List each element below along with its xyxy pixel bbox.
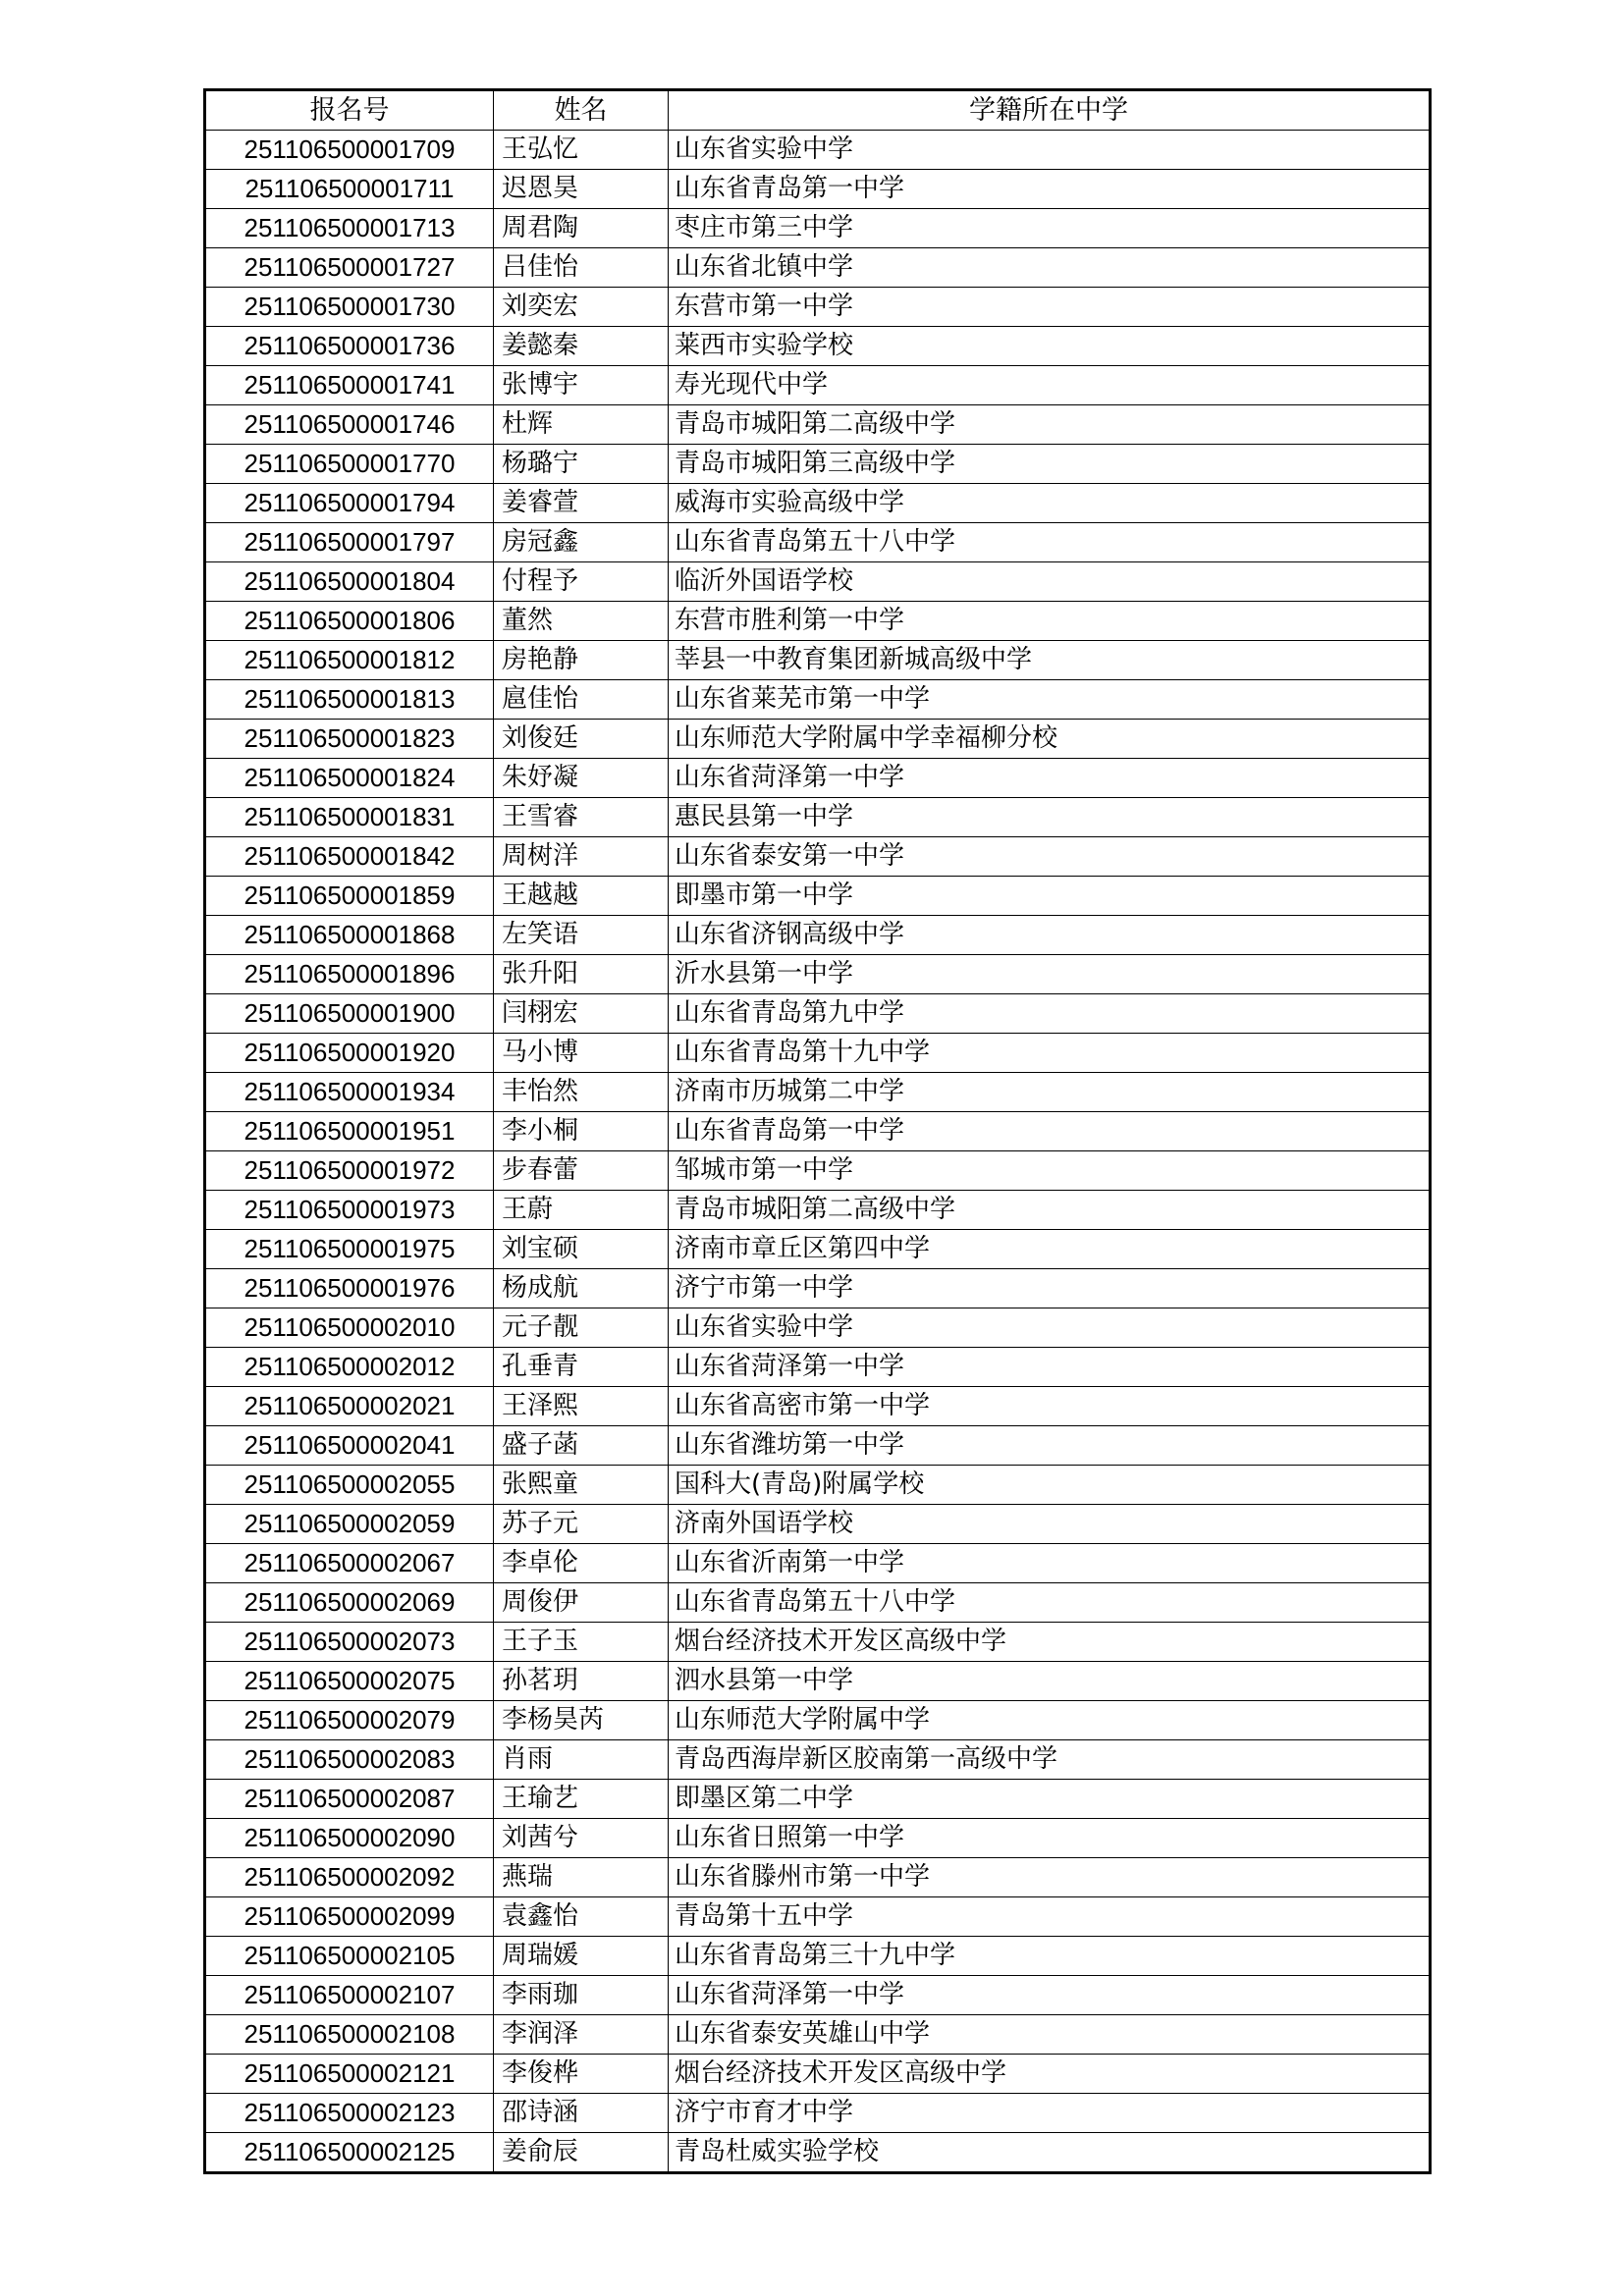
school-cell: 山东省日照第一中学 (669, 1819, 1431, 1858)
table-row (205, 131, 1431, 170)
table-row (205, 2094, 1431, 2133)
table-row (205, 1466, 1431, 1505)
registration-number-cell: 251106500002083 (205, 1740, 494, 1780)
school-cell: 济南外国语学校 (669, 1505, 1431, 1544)
student-name-cell: 扈佳怡 (494, 680, 669, 720)
table-row (205, 445, 1431, 484)
registration-number-cell: 251106500002105 (205, 1937, 494, 1976)
school-cell: 山东省青岛第一中学 (669, 1112, 1431, 1151)
student-name-cell: 燕瑞 (494, 1858, 669, 1897)
table-row (205, 837, 1431, 877)
school-cell: 山东省实验中学 (669, 1308, 1431, 1348)
table-row (205, 759, 1431, 798)
table-row (205, 1780, 1431, 1819)
school-cell: 沂水县第一中学 (669, 955, 1431, 994)
school-cell: 山东省青岛第九中学 (669, 994, 1431, 1034)
registration-number-cell: 251106500002055 (205, 1466, 494, 1505)
student-name-cell: 姜俞辰 (494, 2133, 669, 2173)
school-cell: 青岛第十五中学 (669, 1897, 1431, 1937)
table-row (205, 680, 1431, 720)
table-row (205, 1191, 1431, 1230)
school-cell: 东营市胜利第一中学 (669, 602, 1431, 641)
student-name-cell: 马小博 (494, 1034, 669, 1073)
student-name-cell: 元子靓 (494, 1308, 669, 1348)
table-row (205, 1544, 1431, 1583)
school-cell: 青岛市城阳第二高级中学 (669, 1191, 1431, 1230)
student-name-cell: 李小桐 (494, 1112, 669, 1151)
registration-number-cell: 251106500001741 (205, 366, 494, 405)
student-name-cell: 肖雨 (494, 1740, 669, 1780)
table-row (205, 2015, 1431, 2055)
student-name-cell: 吕佳怡 (494, 248, 669, 288)
school-cell: 烟台经济技术开发区高级中学 (669, 2055, 1431, 2094)
student-name-cell: 王子玉 (494, 1623, 669, 1662)
table-row (205, 523, 1431, 562)
student-name-cell: 李雨珈 (494, 1976, 669, 2015)
student-name-cell: 张博宇 (494, 366, 669, 405)
table-row (205, 1701, 1431, 1740)
student-name-cell: 迟恩昊 (494, 170, 669, 209)
school-cell: 国科大(青岛)附属学校 (669, 1466, 1431, 1505)
registration-number-cell: 251106500002125 (205, 2133, 494, 2173)
registration-number-cell: 251106500001976 (205, 1269, 494, 1308)
school-cell: 青岛杜威实验学校 (669, 2133, 1431, 2173)
student-name-cell: 邵诗涵 (494, 2094, 669, 2133)
school-cell: 即墨区第二中学 (669, 1780, 1431, 1819)
registration-number-cell: 251106500002067 (205, 1544, 494, 1583)
header-name: 姓名 (494, 90, 669, 131)
student-name-cell: 刘俊廷 (494, 720, 669, 759)
registration-number-cell: 251106500001711 (205, 170, 494, 209)
table-row (205, 1740, 1431, 1780)
student-name-cell: 刘奕宏 (494, 288, 669, 327)
header-school: 学籍所在中学 (669, 90, 1431, 131)
school-cell: 烟台经济技术开发区高级中学 (669, 1623, 1431, 1662)
table-row (205, 288, 1431, 327)
table-row (205, 1073, 1431, 1112)
table-row (205, 2133, 1431, 2173)
table-row (205, 1348, 1431, 1387)
student-name-cell: 周瑞媛 (494, 1937, 669, 1976)
school-cell: 山东省高密市第一中学 (669, 1387, 1431, 1426)
student-name-cell: 周君陶 (494, 209, 669, 248)
student-name-cell: 王雪睿 (494, 798, 669, 837)
registration-number-cell: 251106500001975 (205, 1230, 494, 1269)
table-row (205, 798, 1431, 837)
student-name-cell: 刘茜兮 (494, 1819, 669, 1858)
registration-number-cell: 251106500001824 (205, 759, 494, 798)
student-name-cell: 王泽熙 (494, 1387, 669, 1426)
student-name-cell: 闫栩宏 (494, 994, 669, 1034)
registration-number-cell: 251106500001973 (205, 1191, 494, 1230)
table-row (205, 366, 1431, 405)
student-name-cell: 盛子菡 (494, 1426, 669, 1466)
student-name-cell: 左笑语 (494, 916, 669, 955)
school-cell: 山东省青岛第十九中学 (669, 1034, 1431, 1073)
school-cell: 山东师范大学附属中学 (669, 1701, 1431, 1740)
student-name-cell: 姜懿秦 (494, 327, 669, 366)
school-cell: 青岛市城阳第三高级中学 (669, 445, 1431, 484)
table-row (205, 1269, 1431, 1308)
student-name-cell: 孙茗玥 (494, 1662, 669, 1701)
school-cell: 山东省济钢高级中学 (669, 916, 1431, 955)
registration-number-cell: 251106500002090 (205, 1819, 494, 1858)
school-cell: 莘县一中教育集团新城高级中学 (669, 641, 1431, 680)
registration-number-cell: 251106500001896 (205, 955, 494, 994)
school-cell: 山东省菏泽第一中学 (669, 759, 1431, 798)
table-row (205, 562, 1431, 602)
table-row (205, 602, 1431, 641)
header-registration-number: 报名号 (205, 90, 494, 131)
student-name-cell: 刘宝硕 (494, 1230, 669, 1269)
student-name-cell: 王蔚 (494, 1191, 669, 1230)
table-row (205, 1230, 1431, 1269)
table-row (205, 1623, 1431, 1662)
student-name-cell: 杨璐宁 (494, 445, 669, 484)
school-cell: 山东省泰安第一中学 (669, 837, 1431, 877)
table-row (205, 1897, 1431, 1937)
school-cell: 山东省泰安英雄山中学 (669, 2015, 1431, 2055)
student-name-cell: 周俊伊 (494, 1583, 669, 1623)
school-cell: 莱西市实验学校 (669, 327, 1431, 366)
student-name-cell: 李润泽 (494, 2015, 669, 2055)
registration-number-cell: 251106500001736 (205, 327, 494, 366)
admission-table (203, 88, 1432, 2174)
table-row (205, 1662, 1431, 1701)
registration-number-cell: 251106500001842 (205, 837, 494, 877)
school-cell: 济宁市第一中学 (669, 1269, 1431, 1308)
registration-number-cell: 251106500002059 (205, 1505, 494, 1544)
registration-number-cell: 251106500001831 (205, 798, 494, 837)
registration-number-cell: 251106500001920 (205, 1034, 494, 1073)
school-cell: 济宁市育才中学 (669, 2094, 1431, 2133)
registration-number-cell: 251106500002041 (205, 1426, 494, 1466)
student-name-cell: 杜辉 (494, 405, 669, 445)
school-cell: 济南市历城第二中学 (669, 1073, 1431, 1112)
table-row (205, 1387, 1431, 1426)
school-cell: 泗水县第一中学 (669, 1662, 1431, 1701)
registration-number-cell: 251106500002121 (205, 2055, 494, 2094)
school-cell: 济南市章丘区第四中学 (669, 1230, 1431, 1269)
registration-number-cell: 251106500001709 (205, 131, 494, 170)
student-name-cell: 丰怡然 (494, 1073, 669, 1112)
registration-number-cell: 251106500002010 (205, 1308, 494, 1348)
table-row (205, 248, 1431, 288)
school-cell: 东营市第一中学 (669, 288, 1431, 327)
school-cell: 山东师范大学附属中学幸福柳分校 (669, 720, 1431, 759)
registration-number-cell: 251106500002021 (205, 1387, 494, 1426)
registration-number-cell: 251106500001770 (205, 445, 494, 484)
school-cell: 山东省青岛第一中学 (669, 170, 1431, 209)
registration-number-cell: 251106500002092 (205, 1858, 494, 1897)
table-row (205, 1034, 1431, 1073)
table-row (205, 1937, 1431, 1976)
registration-number-cell: 251106500001934 (205, 1073, 494, 1112)
registration-number-cell: 251106500002069 (205, 1583, 494, 1623)
student-name-cell: 苏子元 (494, 1505, 669, 1544)
student-name-cell: 李俊桦 (494, 2055, 669, 2094)
student-name-cell: 张熙童 (494, 1466, 669, 1505)
table-row (205, 916, 1431, 955)
table-row (205, 994, 1431, 1034)
registration-number-cell: 251106500002123 (205, 2094, 494, 2133)
table-row (205, 405, 1431, 445)
registration-number-cell: 251106500001868 (205, 916, 494, 955)
registration-number-cell: 251106500001972 (205, 1151, 494, 1191)
student-name-cell: 杨成航 (494, 1269, 669, 1308)
registration-number-cell: 251106500001746 (205, 405, 494, 445)
table-row (205, 1505, 1431, 1544)
student-name-cell: 周树洋 (494, 837, 669, 877)
registration-number-cell: 251106500001713 (205, 209, 494, 248)
table-row (205, 1112, 1431, 1151)
school-cell: 山东省滕州市第一中学 (669, 1858, 1431, 1897)
school-cell: 山东省青岛第三十九中学 (669, 1937, 1431, 1976)
registration-number-cell: 251106500002073 (205, 1623, 494, 1662)
registration-number-cell: 251106500001804 (205, 562, 494, 602)
table-row (205, 641, 1431, 680)
school-cell: 即墨市第一中学 (669, 877, 1431, 916)
table-row (205, 1151, 1431, 1191)
registration-number-cell: 251106500002107 (205, 1976, 494, 2015)
student-name-cell: 步春蕾 (494, 1151, 669, 1191)
table-row (205, 170, 1431, 209)
registration-number-cell: 251106500002075 (205, 1662, 494, 1701)
table-row (205, 955, 1431, 994)
registration-number-cell: 251106500001806 (205, 602, 494, 641)
registration-number-cell: 251106500001794 (205, 484, 494, 523)
table-row (205, 1583, 1431, 1623)
student-name-cell: 董然 (494, 602, 669, 641)
student-name-cell: 王瑜艺 (494, 1780, 669, 1819)
student-name-cell: 孔垂青 (494, 1348, 669, 1387)
table-row (205, 720, 1431, 759)
student-name-cell: 王越越 (494, 877, 669, 916)
school-cell: 山东省青岛第五十八中学 (669, 1583, 1431, 1623)
school-cell: 惠民县第一中学 (669, 798, 1431, 837)
school-cell: 威海市实验高级中学 (669, 484, 1431, 523)
student-name-cell: 朱妤凝 (494, 759, 669, 798)
school-cell: 山东省青岛第五十八中学 (669, 523, 1431, 562)
student-name-cell: 袁鑫怡 (494, 1897, 669, 1937)
student-name-cell: 李卓伦 (494, 1544, 669, 1583)
school-cell: 青岛市城阳第二高级中学 (669, 405, 1431, 445)
header-row (205, 90, 1431, 131)
student-name-cell: 王弘忆 (494, 131, 669, 170)
table-row (205, 1308, 1431, 1348)
registration-number-cell: 251106500001859 (205, 877, 494, 916)
school-cell: 山东省沂南第一中学 (669, 1544, 1431, 1583)
registration-number-cell: 251106500002079 (205, 1701, 494, 1740)
school-cell: 临沂外国语学校 (669, 562, 1431, 602)
student-name-cell: 张升阳 (494, 955, 669, 994)
school-cell: 山东省北镇中学 (669, 248, 1431, 288)
school-cell: 枣庄市第三中学 (669, 209, 1431, 248)
student-name-cell: 房冠鑫 (494, 523, 669, 562)
registration-number-cell: 251106500001730 (205, 288, 494, 327)
table-row (205, 1976, 1431, 2015)
student-name-cell: 付程予 (494, 562, 669, 602)
registration-number-cell: 251106500001727 (205, 248, 494, 288)
table-row (205, 209, 1431, 248)
school-cell: 山东省菏泽第一中学 (669, 1348, 1431, 1387)
registration-number-cell: 251106500001951 (205, 1112, 494, 1151)
table-row (205, 1819, 1431, 1858)
table-row (205, 2055, 1431, 2094)
school-cell: 山东省菏泽第一中学 (669, 1976, 1431, 2015)
table-row (205, 877, 1431, 916)
registration-number-cell: 251106500001812 (205, 641, 494, 680)
table-row (205, 327, 1431, 366)
school-cell: 山东省实验中学 (669, 131, 1431, 170)
registration-number-cell: 251106500001900 (205, 994, 494, 1034)
school-cell: 山东省潍坊第一中学 (669, 1426, 1431, 1466)
student-name-cell: 李杨昊芮 (494, 1701, 669, 1740)
registration-number-cell: 251106500002099 (205, 1897, 494, 1937)
school-cell: 寿光现代中学 (669, 366, 1431, 405)
table-row (205, 484, 1431, 523)
registration-number-cell: 251106500002087 (205, 1780, 494, 1819)
table-row (205, 1858, 1431, 1897)
school-cell: 青岛西海岸新区胶南第一高级中学 (669, 1740, 1431, 1780)
registration-number-cell: 251106500002108 (205, 2015, 494, 2055)
registration-number-cell: 251106500001813 (205, 680, 494, 720)
registration-number-cell: 251106500001823 (205, 720, 494, 759)
registration-number-cell: 251106500002012 (205, 1348, 494, 1387)
registration-number-cell: 251106500001797 (205, 523, 494, 562)
school-cell: 山东省莱芜市第一中学 (669, 680, 1431, 720)
student-name-cell: 姜睿萱 (494, 484, 669, 523)
student-name-cell: 房艳静 (494, 641, 669, 680)
school-cell: 邹城市第一中学 (669, 1151, 1431, 1191)
table-row (205, 1426, 1431, 1466)
